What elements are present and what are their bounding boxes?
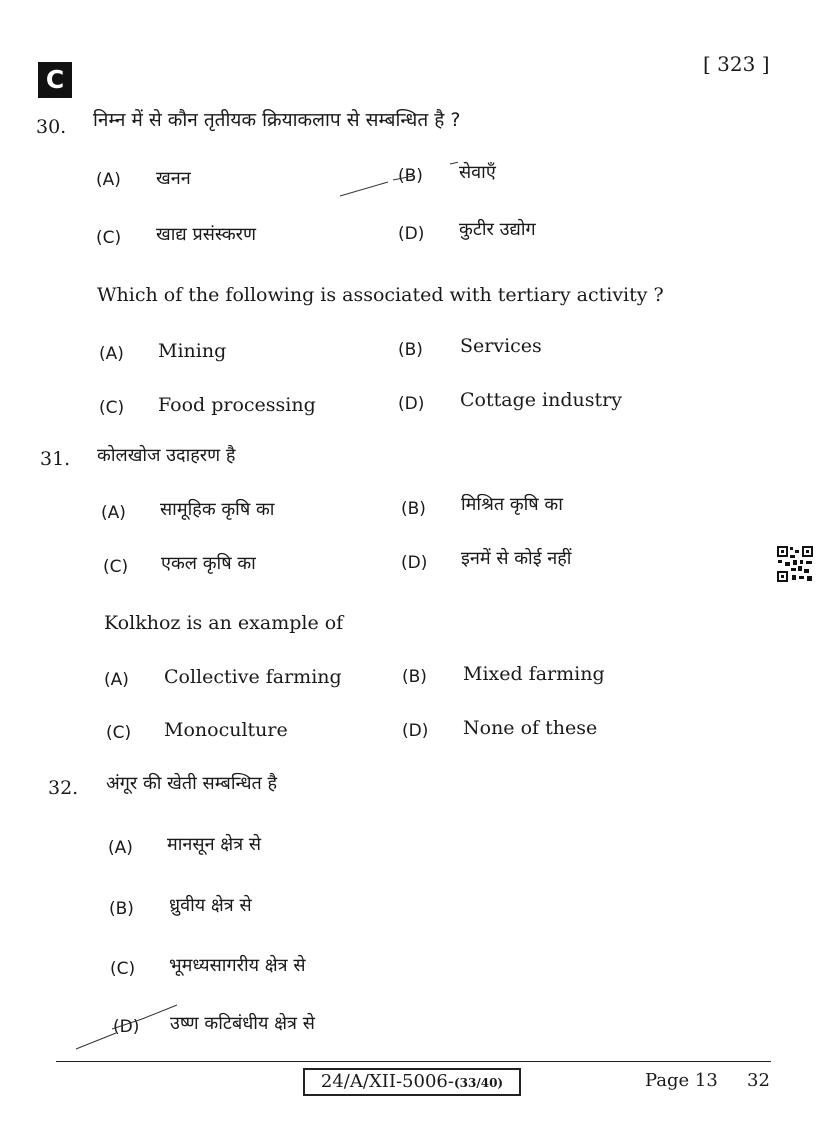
q31-hi-option-a-text: सामूहिक कृषि का — [160, 499, 275, 520]
paper-code: [ 323 ] — [703, 52, 770, 76]
q30-en-option-a-text: Mining — [158, 340, 227, 362]
q31-en-option-a-letter: (A) — [104, 670, 129, 690]
q32-hi-option-b-text: ध्रुवीय क्षेत्र से — [169, 895, 252, 916]
q31-hi-option-b-text: मिश्रित कृषि का — [461, 494, 563, 515]
pen-tick-mark-q30 — [338, 160, 458, 200]
q31-hi-option-a-letter: (A) — [101, 503, 126, 523]
footer-divider — [56, 1061, 771, 1062]
q32-hi-option-b-letter: (B) — [109, 899, 134, 919]
q31-en-option-c-text: Monoculture — [164, 719, 288, 741]
q32-hi-option-c-text: भूमध्यसागरीय क्षेत्र से — [169, 955, 306, 976]
question-30-hindi-text: निम्न में से कौन तृतीयक क्रियाकलाप से सम्बन्धित है ? — [93, 109, 461, 131]
pen-tick-mark-q32 — [72, 1003, 182, 1053]
q31-hi-option-d-letter: (D) — [401, 553, 428, 573]
footer-code-main: 24/A/XII-5006- — [320, 1071, 454, 1092]
q30-en-option-b-text: Services — [460, 335, 542, 357]
question-32-hindi-text: अंगूर की खेती सम्बन्धित है — [106, 773, 278, 794]
q32-hi-option-a-text: मानसून क्षेत्र से — [167, 834, 262, 855]
page-total: 32 — [747, 1070, 770, 1091]
q30-hi-option-c-letter: (C) — [96, 228, 122, 248]
q31-hi-option-c-letter: (C) — [103, 557, 129, 577]
q30-hi-option-d-letter: (D) — [398, 224, 425, 244]
question-32-number: 32. — [48, 777, 79, 799]
question-31-hindi-text: कोलखोज उदाहरण है — [97, 445, 236, 466]
q31-hi-option-d-text: इनमें से कोई नहीं — [461, 548, 572, 569]
q30-hi-option-a-text: खनन — [156, 168, 191, 189]
footer-paper-code — [303, 1068, 521, 1096]
q30-hi-option-c-text: खाद्य प्रसंस्करण — [156, 224, 257, 245]
q30-hi-option-a-letter: (A) — [96, 170, 121, 190]
q31-en-option-d-text: None of these — [463, 717, 598, 739]
q32-hi-option-c-letter: (C) — [110, 959, 136, 979]
q30-en-option-d-letter: (D) — [398, 394, 425, 414]
q30-en-option-c-letter: (C) — [99, 398, 125, 418]
q30-en-option-d-text: Cottage industry — [460, 389, 622, 411]
qr-code-icon — [776, 545, 814, 583]
q31-hi-option-b-letter: (B) — [401, 499, 426, 519]
q32-hi-option-d-text: उष्ण कटिबंधीय क्षेत्र से — [170, 1013, 315, 1034]
q31-en-option-d-letter: (D) — [402, 721, 429, 741]
q31-hi-option-c-text: एकल कृषि का — [161, 553, 256, 574]
q32-hi-option-d-letter: (D) — [113, 1017, 140, 1037]
question-31-number: 31. — [40, 448, 71, 470]
q30-en-option-b-letter: (B) — [398, 340, 423, 360]
set-badge: C — [38, 62, 72, 98]
q32-hi-option-a-letter: (A) — [108, 838, 133, 858]
q31-en-option-c-letter: (C) — [106, 723, 132, 743]
q30-hi-option-d-text: कुटीर उद्योग — [459, 219, 536, 240]
question-31-english-text: Kolkhoz is an example of — [104, 612, 344, 634]
q30-en-option-a-letter: (A) — [99, 344, 124, 364]
q31-en-option-a-text: Collective farming — [164, 666, 342, 688]
question-30-number: 30. — [36, 116, 67, 138]
question-30-english-text: Which of the following is associated with tertiary activity ? — [97, 284, 664, 306]
q31-en-option-b-text: Mixed farming — [463, 663, 605, 685]
footer-code-sub: (33/40) — [453, 1076, 504, 1090]
page-number: Page 13 — [645, 1070, 718, 1091]
q30-hi-option-b-text: सेवाएँ — [459, 162, 496, 183]
q30-en-option-c-text: Food processing — [158, 394, 316, 416]
q30-hi-option-b-letter: (B) — [398, 166, 423, 186]
q31-en-option-b-letter: (B) — [402, 667, 427, 687]
